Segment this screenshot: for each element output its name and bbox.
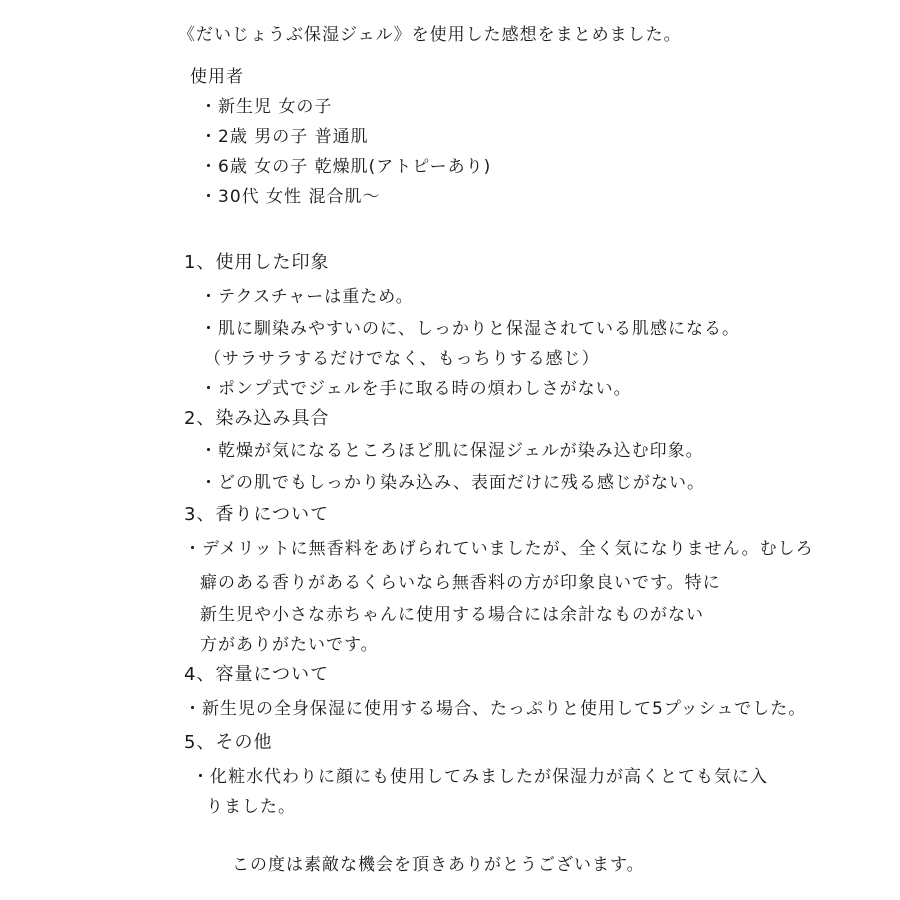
section-line: ・乾燥が気になるところほど肌に保湿ジェルが染み込む印象。 bbox=[200, 441, 704, 461]
section-heading: 3、香りについて bbox=[184, 504, 330, 525]
users-heading: 使用者 bbox=[190, 67, 244, 87]
section-heading: 1、使用した印象 bbox=[184, 252, 330, 273]
section-line: ・テクスチャーは重ため。 bbox=[200, 287, 414, 307]
section-line: 新生児や小さな赤ちゃんに使用する場合には余計なものがない bbox=[200, 605, 704, 625]
user-item: ・2歳 男の子 普通肌 bbox=[200, 127, 369, 147]
closing-message: この度は素敵な機会を頂きありがとうございます。 bbox=[232, 855, 645, 875]
user-item: ・30代 女性 混合肌～ bbox=[200, 187, 381, 207]
section-line: （サラサラするだけでなく、もっちりする感じ） bbox=[204, 349, 600, 369]
section-line: ・肌に馴染みやすいのに、しっかりと保湿されている肌感になる。 bbox=[200, 319, 740, 339]
section-line: ・新生児の全身保湿に使用する場合、たっぷりと使用して5プッシュでした。 bbox=[184, 699, 807, 719]
section-line: 癖のある香りがあるくらいなら無香料の方が印象良いです。特に bbox=[200, 573, 721, 593]
section-heading: 4、容量について bbox=[184, 664, 330, 685]
section-line: ・デメリットに無香料をあげられていましたが、全く気になりません。むしろ bbox=[184, 539, 814, 559]
section-line: 方がありがたいです。 bbox=[200, 635, 379, 655]
section-heading: 5、その他 bbox=[184, 732, 273, 753]
section-line: ・ポンプ式でジェルを手に取る時の煩わしさがない。 bbox=[200, 379, 632, 399]
section-heading: 2、染み込み具合 bbox=[184, 408, 330, 429]
section-line: ・どの肌でもしっかり染み込み、表面だけに残る感じがない。 bbox=[200, 473, 706, 493]
user-item: ・6歳 女の子 乾燥肌(アトピーあり) bbox=[200, 157, 492, 177]
user-item: ・新生児 女の子 bbox=[200, 97, 333, 117]
title: 《だいじょうぶ保湿ジェル》を使用した感想をまとめました。 bbox=[178, 25, 682, 45]
section-line: りました。 bbox=[206, 797, 296, 817]
section-line: ・化粧水代わりに顔にも使用してみましたが保湿力が高くとても気に入 bbox=[192, 767, 768, 787]
